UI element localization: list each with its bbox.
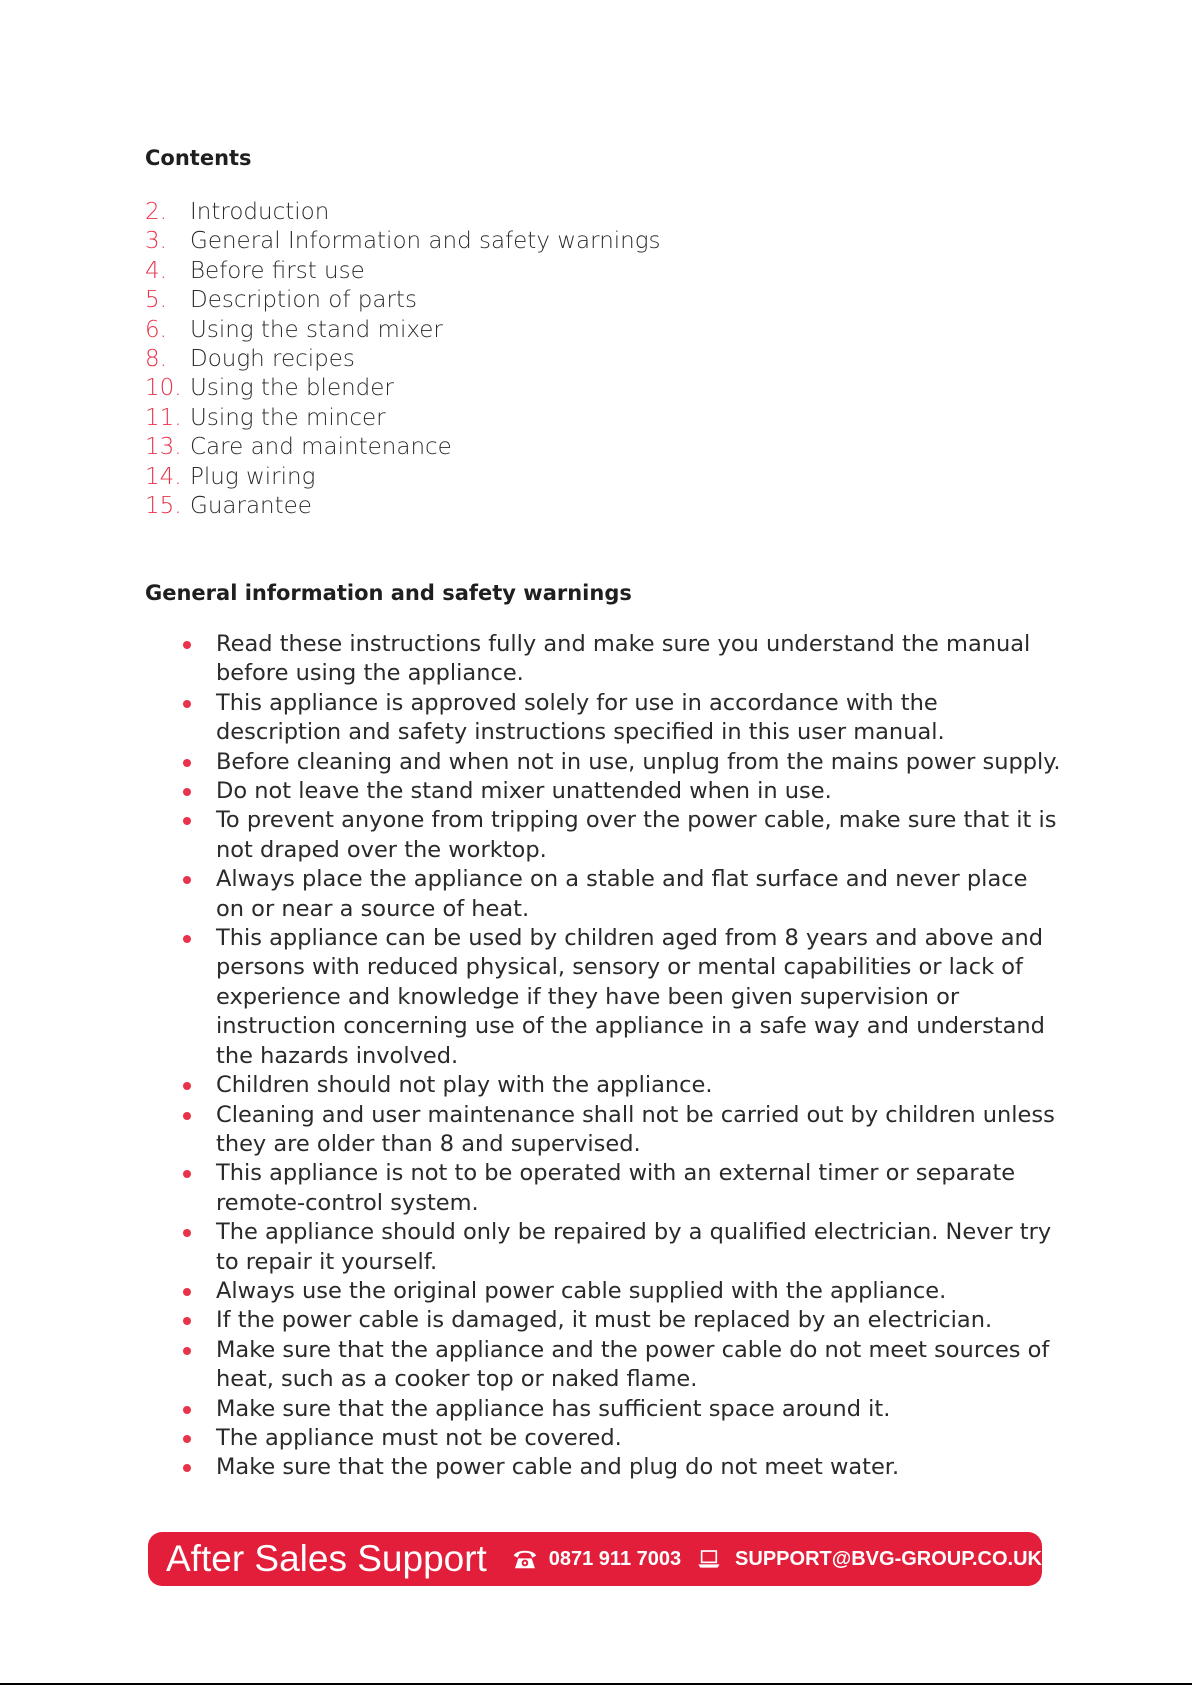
contents-item: [145, 257, 661, 286]
safety-heading: General information and safety warnings: [145, 581, 632, 605]
safety-warning-item: [182, 630, 1062, 689]
support-email-address[interactable]: SUPPORT@BVG-GROUP.CO.UK: [735, 1547, 1042, 1570]
contents-item-page-number: 8.: [145, 345, 167, 372]
safety-warning-item: [182, 1395, 1062, 1424]
contents-item: [145, 227, 661, 256]
bullet-dot-icon: [183, 1082, 191, 1090]
bullet-dot-icon: [183, 1317, 191, 1325]
telephone-icon: [511, 1542, 539, 1576]
contents-item-page-number: 13.: [145, 434, 182, 461]
bullet-dot-icon: [183, 788, 191, 796]
safety-warning-text: This appliance can be used by children aged from 8 years and above and persons with reduced physical, sensory or mental capabilities or lack of experience and knowledge if they have been given supervision or instruction concerning use of the appliance in a safe way and understand the hazards involved.: [216, 925, 1045, 1069]
safety-warning-text: Make sure that the power cable and plug do not meet water.: [216, 1454, 900, 1481]
safety-warning-text: The appliance should only be repaired by a qualified electrician. Never try to repair it yourself.: [216, 1219, 1052, 1275]
contents-item-label: Dough recipes: [190, 345, 355, 372]
safety-warning-item: [182, 689, 1062, 748]
bullet-dot-icon: [183, 1112, 191, 1120]
contents-item-label: Before first use: [190, 257, 365, 284]
bullet-dot-icon: [183, 700, 191, 708]
safety-warning-text: Read these instructions fully and make sure you understand the manual before using the appliance.: [216, 631, 1031, 687]
contents-item: [145, 463, 661, 492]
safety-warning-item: [182, 1306, 1062, 1335]
safety-warning-text: Make sure that the appliance has sufficient space around it.: [216, 1395, 891, 1422]
bullet-dot-icon: [183, 935, 191, 943]
contents-item-label: Plug wiring: [190, 463, 316, 490]
safety-warning-text: This appliance is not to be operated with an external timer or separate remote-control system.: [216, 1160, 1016, 1216]
bullet-dot-icon: [183, 1170, 191, 1178]
contents-item: [145, 492, 661, 521]
bullet-dot-icon: [183, 1406, 191, 1414]
contents-item-page-number: 10.: [145, 375, 182, 402]
safety-warning-text: Always use the original power cable supplied with the appliance.: [216, 1277, 947, 1304]
contents-item: [145, 345, 661, 374]
safety-warning-text: If the power cable is damaged, it must be replaced by an electrician.: [216, 1307, 993, 1334]
support-title: After Sales Support: [166, 1538, 487, 1579]
bullet-dot-icon: [183, 1347, 191, 1355]
contents-item: [145, 198, 661, 227]
safety-warning-text: The appliance must not be covered.: [216, 1424, 622, 1451]
contents-item-label: Care and maintenance: [190, 434, 452, 461]
contents-item-label: General Information and safety warnings: [190, 228, 661, 255]
contents-item-page-number: 14.: [145, 463, 182, 490]
contents-item: [145, 374, 661, 403]
safety-warning-text: Cleaning and user maintenance shall not be carried out by children unless they are older than 8 and supervised.: [216, 1101, 1055, 1157]
contents-item-label: Guarantee: [190, 492, 312, 519]
contents-item-page-number: 15.: [145, 492, 182, 519]
bullet-dot-icon: [183, 817, 191, 825]
safety-warning-text: To prevent anyone from tripping over the power cable, make sure that it is not draped over the worktop.: [216, 807, 1057, 863]
safety-warning-item: [182, 1424, 1062, 1453]
contents-item-label: Description of parts: [190, 287, 417, 314]
contents-item-label: Introduction: [190, 199, 330, 225]
contents-item-label: Using the mincer: [190, 404, 386, 431]
contents-item-label: Using the blender: [190, 375, 394, 402]
bullet-dot-icon: [183, 1464, 191, 1472]
safety-warning-text: Before cleaning and when not in use, unplug from the mains power supply.: [216, 748, 1061, 775]
safety-warning-item: [182, 1277, 1062, 1306]
contents-item-page-number: 5.: [145, 287, 167, 314]
safety-warning-text: Always place the appliance on a stable and flat surface and never place on or near a source of heat.: [216, 866, 1028, 922]
bullet-dot-icon: [183, 1229, 191, 1237]
safety-warning-text: Do not leave the stand mixer unattended when in use.: [216, 778, 832, 805]
safety-warnings-list: [182, 630, 1062, 1483]
contents-item-page-number: 4.: [145, 257, 167, 284]
safety-warning-text: This appliance is approved solely for use in accordance with the description and safety instructions specified in this user manual.: [216, 689, 945, 746]
safety-warning-item: [182, 1071, 1062, 1100]
contents-item-page-number: 11.: [145, 404, 182, 431]
safety-warning-item: [182, 777, 1062, 806]
contents-item: [145, 316, 661, 345]
contents-item-page-number: 2.: [145, 199, 167, 225]
safety-warning-item: [182, 1159, 1062, 1218]
contents-item-page-number: 3.: [145, 228, 167, 255]
after-sales-support-banner: [148, 1532, 1042, 1586]
bullet-dot-icon: [183, 641, 191, 649]
bullet-dot-icon: [183, 1288, 191, 1296]
safety-warning-item: [182, 1336, 1062, 1395]
contents-item: [145, 286, 661, 315]
contents-heading: Contents: [145, 146, 252, 170]
contents-item: [145, 404, 661, 433]
contents-item-label: Using the stand mixer: [190, 316, 443, 343]
bullet-dot-icon: [183, 876, 191, 884]
contents-item: [145, 433, 661, 462]
laptop-icon: [697, 1544, 721, 1574]
safety-warning-item: [182, 924, 1062, 1071]
safety-warning-item: [182, 806, 1062, 865]
support-phone-number[interactable]: 0871 911 7003: [548, 1547, 682, 1570]
safety-warning-text: Make sure that the appliance and the power cable do not meet sources of heat, such as a cooker top or naked flame.: [216, 1336, 1050, 1393]
safety-warning-item: [182, 865, 1062, 924]
safety-warning-item: [182, 1453, 1062, 1482]
safety-warning-text: Children should not play with the appliance.: [216, 1072, 713, 1099]
bullet-dot-icon: [183, 1435, 191, 1443]
contents-item-page-number: 6.: [145, 316, 167, 343]
contents-list: [145, 198, 661, 521]
safety-warning-item: [182, 748, 1062, 777]
safety-warning-item: [182, 1101, 1062, 1160]
safety-warning-item: [182, 1218, 1062, 1277]
bullet-dot-icon: [183, 759, 191, 767]
